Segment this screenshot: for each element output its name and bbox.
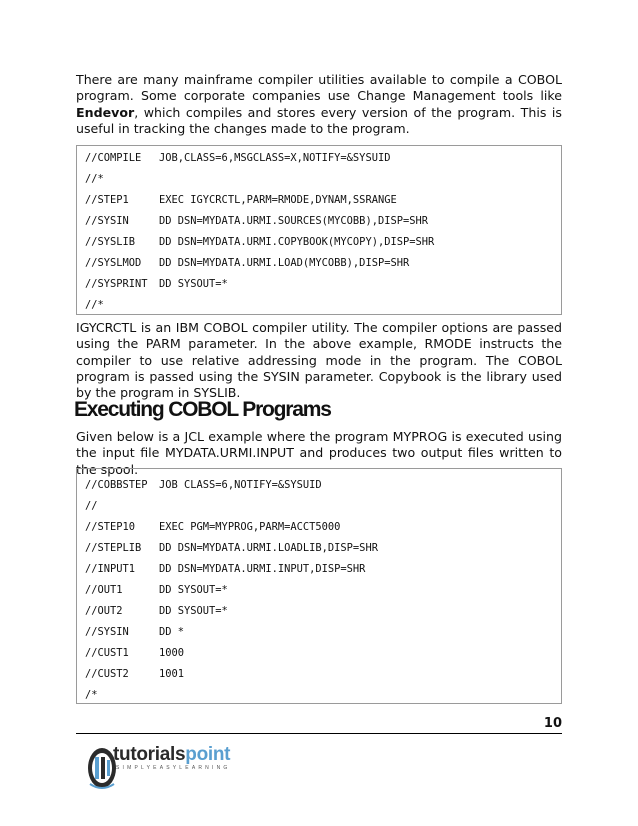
code-label: //STEP10 [85, 521, 136, 533]
code-label: // [85, 500, 98, 512]
code-label: /* [85, 689, 98, 701]
code-line [85, 151, 390, 165]
code-stmt: EXEC PGM=MYPROG,PARM=ACCT5000 [159, 521, 341, 533]
code-label: //* [85, 173, 104, 185]
code-line [85, 214, 428, 228]
code-label: //OUT1 [85, 584, 123, 596]
code-stmt: EXEC IGYCRCTL,PARM=RMODE,DYNAM,SSRANGE [159, 194, 397, 206]
footer-rule [76, 733, 562, 734]
code-line [85, 478, 322, 492]
code-label: //STEP1 [85, 194, 129, 206]
code-stmt: DD DSN=MYDATA.URMI.COPYBOOK(MYCOPY),DISP=SHR [159, 236, 435, 248]
code-label: //SYSPRINT [85, 278, 148, 290]
page-number: 10 [543, 716, 562, 731]
code-stmt: DD SYSOUT=* [159, 584, 228, 596]
code-line [85, 688, 159, 702]
code-line [85, 604, 228, 618]
code-stmt: 1000 [159, 647, 185, 659]
execute-paragraph: Given below is a JCL example where the program MYPROG is executed using the input file MYDATA.URMI.INPUT and produces two output files written to the spool. [76, 429, 562, 477]
endevor-bold: Endevor [76, 104, 135, 120]
code-stmt: JOB,CLASS=6,MSGCLASS=X,NOTIFY=&SYSUID [159, 152, 391, 164]
logo-wordmark [113, 744, 230, 766]
code-line [85, 646, 184, 660]
code-stmt: DD SYSOUT=* [159, 278, 228, 290]
code-stmt: DD DSN=MYDATA.URMI.SOURCES(MYCOBB),DISP=SHR [159, 215, 428, 227]
code-label: //SYSIN [85, 626, 129, 638]
code-line [85, 541, 378, 555]
intro-text-2: , which compiles and stores every version of the program. This is useful in tracking the changes made to the program. [76, 104, 562, 136]
code-stmt: DD DSN=MYDATA.URMI.LOADLIB,DISP=SHR [159, 542, 378, 554]
code-line [85, 583, 228, 597]
intro-paragraph [76, 72, 562, 137]
code-label: //* [85, 299, 104, 311]
code-line [85, 235, 434, 249]
code-stmt: DD DSN=MYDATA.URMI.LOAD(MYCOBB),DISP=SHR [159, 257, 410, 269]
execute-jcl-box [76, 468, 562, 704]
code-stmt: DD DSN=MYDATA.URMI.INPUT,DISP=SHR [159, 563, 366, 575]
compile-jcl-box [76, 145, 562, 315]
code-label: //CUST1 [85, 647, 129, 659]
compiler-paragraph: IGYCRCTL is an IBM COBOL compiler utility. The compiler options are passed using the PARM parameter. In the above example, RMODE instructs the compiler to use relative addressing mode in the program. The COBOL program is passed using the SYSIN parameter. Copybook is the library used by the program in SYSLIB. [76, 320, 562, 401]
code-label: //OUT2 [85, 605, 123, 617]
code-line [85, 298, 159, 312]
code-line [85, 625, 184, 639]
code-line [85, 499, 159, 513]
code-line [85, 562, 365, 576]
code-stmt: DD SYSOUT=* [159, 605, 228, 617]
code-line [85, 172, 159, 186]
logo-tagline: SIMPLYEASYLEARNING [116, 765, 231, 771]
code-line [85, 520, 340, 534]
logo-brand-dark: tutorials [113, 744, 186, 765]
code-line [85, 193, 397, 207]
code-label: //CUST2 [85, 668, 129, 680]
code-stmt: 1001 [159, 668, 185, 680]
code-label: //SYSIN [85, 215, 129, 227]
code-stmt: JOB CLASS=6,NOTIFY=&SYSUID [159, 479, 322, 491]
code-label: //COMPILE [85, 152, 142, 164]
intro-text-1: There are many mainframe compiler utilities available to compile a COBOL program. Some corporate companies use Change Management tools like [76, 72, 562, 104]
code-stmt: DD * [159, 626, 185, 638]
logo-brand-light: point [185, 744, 231, 765]
code-label: //SYSLIB [85, 236, 136, 248]
code-line [85, 667, 184, 681]
section-heading: Executing COBOL Programs [74, 398, 331, 421]
code-label: //COBBSTEP [85, 479, 148, 491]
code-line [85, 256, 409, 270]
code-label: //STEPLIB [85, 542, 142, 554]
code-line [85, 277, 228, 291]
code-label: //SYSLMOD [85, 257, 142, 269]
code-label: //INPUT1 [85, 563, 136, 575]
